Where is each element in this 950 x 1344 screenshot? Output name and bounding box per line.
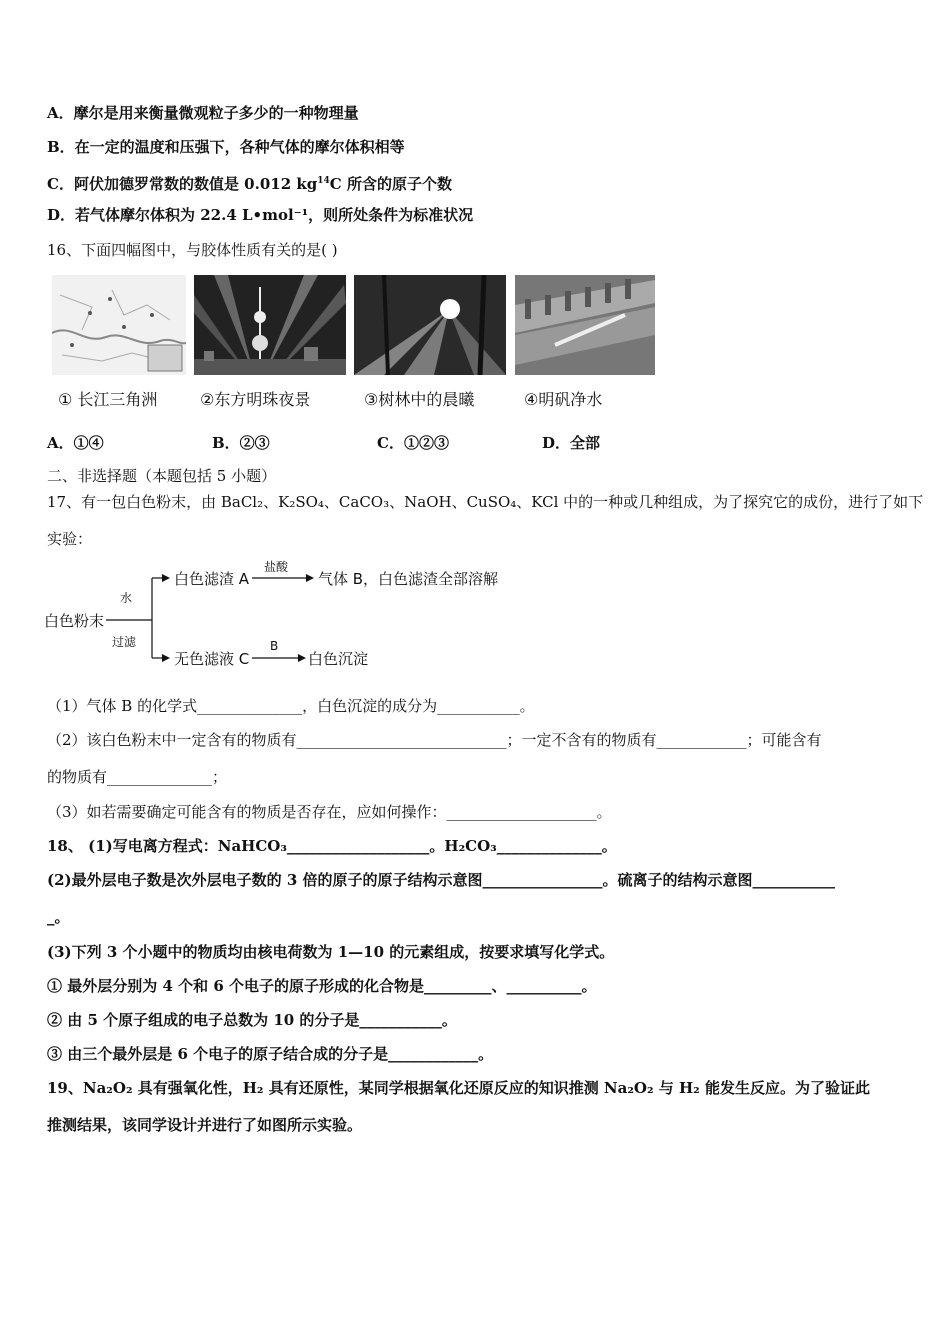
q16-caption-2: ②东方明珠夜景 [200, 390, 311, 409]
flow-result2-label: 白色沉淀 [308, 650, 369, 668]
q15-option-a: A．摩尔是用来衡量微观粒子多少的一种物理量 [47, 104, 359, 122]
q15-option-d: D．若气体摩尔体积为 22.4 L•mol⁻¹，则所处条件为标准状况 [47, 206, 474, 224]
q16-stem: 16、下面四幅图中，与胶体性质有关的是( ) [47, 241, 338, 259]
q17-part1: （1）气体 B 的化学式______________，白色沉淀的成分为___________。 [47, 697, 535, 715]
q18-line3: (3)下列 3 个小题中的物质均由核电荷数为 1—10 的元素组成，按要求填写化学式。 [47, 943, 615, 961]
flow-branch-bottom-arrowhead [162, 654, 170, 662]
q18-line5: ② 由 5 个原子组成的电子总数为 10 的分子是___________。 [47, 1011, 457, 1029]
flow-residue-label: 白色滤渣 A [174, 570, 250, 588]
flow-branch-top-arrowhead [162, 574, 170, 582]
q17-part2-line2: 的物质有______________； [47, 768, 228, 786]
q15-option-c [47, 171, 452, 194]
q15-option-c-post: C 所含的原子个数 [329, 175, 452, 193]
yangtze-delta-map-image [52, 275, 186, 375]
q18-line4: ① 最外层分别为 4 个和 6 个电子的原子形成的化合物是_________、__________。 [47, 977, 597, 995]
alum-water-purification-image [515, 275, 655, 375]
flow-water-label: 水 [120, 591, 133, 605]
q15-option-b: B．在一定的温度和压强下，各种气体的摩尔体积相等 [47, 138, 405, 156]
q18-line1: 18、 (1)写电离方程式：NaHCO₃___________________。H₂CO₃______________。 [47, 837, 617, 855]
q18-line2b: _。 [47, 908, 70, 926]
q15-option-c-pre: C．阿伏加德罗常数的数值是 0.012 kg [47, 175, 318, 193]
q16-caption-4: ④明矾净水 [524, 390, 603, 409]
flow-result1-label: 气体 B，白色滤渣全部溶解 [318, 570, 499, 588]
forest-sunrays-image [354, 275, 506, 375]
q19-line1: 19、Na₂O₂ 具有强氧化性，H₂ 具有还原性，某同学根据氧化还原反应的知识推测 Na₂O₂ 与 H₂ 能发生反应。为了验证此 [47, 1079, 870, 1097]
q17-flow-diagram [44, 560, 514, 680]
q16-option-b: B．②③ [212, 434, 270, 452]
q17-stem-line1: 17、有一包白色粉末，由 BaCl₂、K₂SO₄、CaCO₃、NaOH、CuSO₄、KCl 中的一种或几种组成，为了探究它的成份，进行了如下 [47, 493, 924, 511]
q16-option-a: A．①④ [47, 434, 104, 452]
q18-line2a: (2)最外层电子数是次外层电子数的 3 倍的原子的原子结构示意图________________。硫离子的结构示意图___________ [47, 871, 836, 889]
flow-filtrate-label: 无色滤液 C [174, 650, 250, 668]
flow-start-label: 白色粉末 [44, 612, 105, 630]
flow-filter-label: 过滤 [112, 635, 137, 649]
section-2-heading: 二、非选择题（本题包括 5 小题） [47, 467, 277, 485]
q16-caption-1: ① 长江三角洲 [58, 390, 158, 409]
flow-acid-label: 盐酸 [264, 560, 289, 574]
q17-part3: （3）如若需要确定可能含有的物质是否存在，应如何操作：____________________。 [47, 803, 612, 821]
q17-part2-line1: （2）该白色粉末中一定含有的物质有____________________________；一定不含有的物质有____________；可能含有 [47, 731, 822, 749]
q18-line6: ③ 由三个最外层是 6 个电子的原子结合成的分子是____________。 [47, 1045, 494, 1063]
oriental-pearl-night-image [194, 275, 346, 375]
q17-stem-line2: 实验： [47, 530, 93, 548]
q16-option-c: C．①②③ [377, 434, 449, 452]
q16-option-d: D．全部 [542, 434, 601, 452]
q15-option-c-sup: 14 [317, 176, 330, 186]
q16-caption-3: ③树林中的晨曦 [364, 390, 475, 409]
flow-reagent-label: B [270, 639, 279, 653]
q19-line2: 推测结果，该同学设计并进行了如图所示实验。 [47, 1116, 363, 1134]
